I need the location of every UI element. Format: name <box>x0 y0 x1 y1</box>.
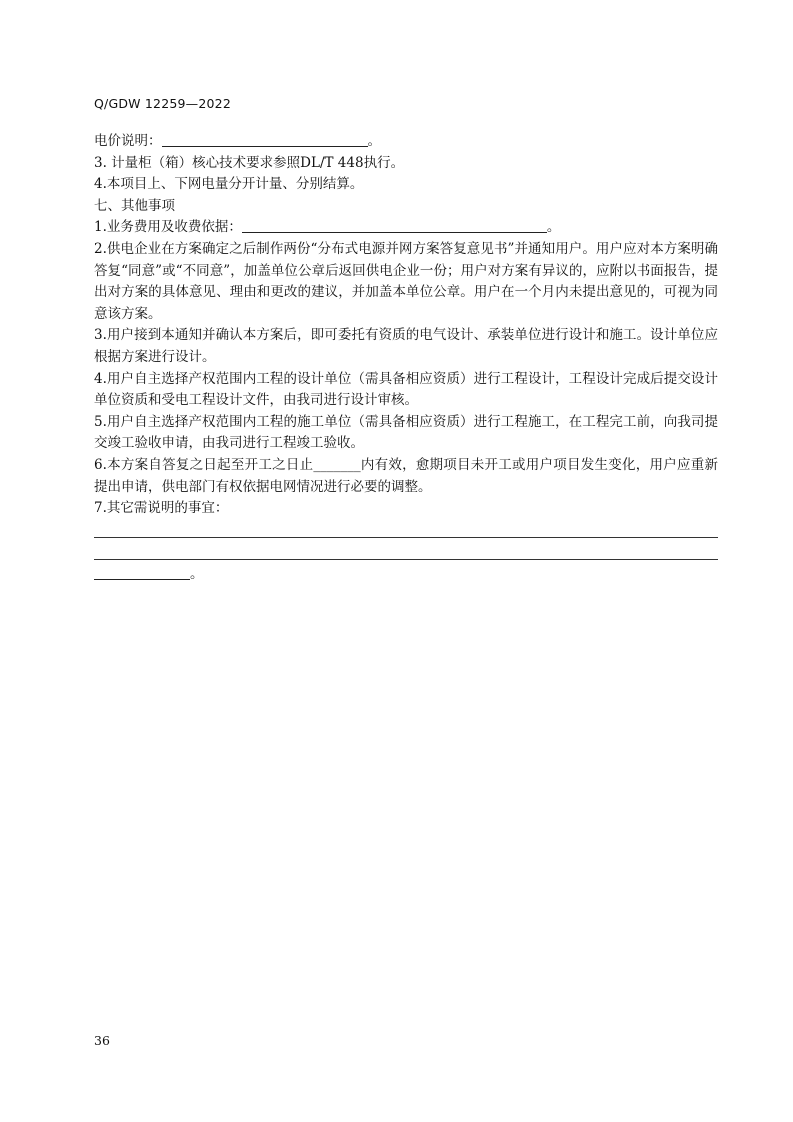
validity-period-blank[interactable]: _______ <box>313 456 361 473</box>
validity-text-end: 内有效，愈期项目未开工或用户项目发生变化，用户应重新提出申请，供电部门有权依据电网情况进行必要的调整。 <box>94 456 718 495</box>
other-item-7: 7.其它需说明的事宜： <box>94 500 229 517</box>
item-4: 4.本项目上、下网电量分开计量、分别结算。 <box>94 176 364 193</box>
remarks-short-blank[interactable] <box>94 565 190 580</box>
other-item-6 <box>94 455 718 498</box>
document-body <box>94 131 718 586</box>
other-item-1 <box>94 217 718 239</box>
price-note-end: 。 <box>367 133 381 149</box>
page-number: 36 <box>94 1033 110 1048</box>
section-7-title: 七、其他事项 <box>94 197 175 214</box>
other-item-3: 3.用户接到本通知并确认本方案后，即可委托有资质的电气设计、承装单位进行设计和施工。设计单位应根据方案进行设计。 <box>94 327 718 365</box>
fee-basis-label: 1.业务费用及收费依据： <box>94 219 242 236</box>
validity-text-start: 6.本方案自答复之日起至开工之日止 <box>94 456 314 473</box>
remarks-rule-1 <box>94 537 718 538</box>
document-code: Q/GDW 12259—2022 <box>94 96 231 111</box>
item-3: 3. 计量柜（箱）核心技术要求参照DL/T 448执行。 <box>94 154 405 171</box>
remarks-line-1[interactable] <box>94 520 718 542</box>
remarks-line-2[interactable] <box>94 542 718 564</box>
remarks-line-3 <box>94 564 718 586</box>
other-item-2: 2.供电企业在方案确定之后制作两份“分布式电源并网方案答复意见书”并通知用户。用户应对本方案明确答复“同意”或“不同意”，加盖单位公章后返回供电企业一份；用户对方案有异议的，应附以书面报告，提出对方案的具体意见、理由和更改的建议，并加盖本单位公章。用户在一个月内未提出意见的，可视为同意该方案。 <box>94 240 718 322</box>
other-item-4: 4.用户自主选择产权范围内工程的设计单位（需具备相应资质）进行工程设计，工程设计完成后提交设计单位资质和受电工程设计文件，由我司进行设计审核。 <box>94 370 718 409</box>
other-item-5: 5.用户自主选择产权范围内工程的施工单位（需具备相应资质）进行工程施工，在工程完工前，向我司提交竣工验收申请，由我司进行工程竣工验收。 <box>94 413 718 452</box>
fee-basis-blank[interactable] <box>242 218 547 233</box>
remarks-end: 。 <box>190 565 204 582</box>
price-note-blank[interactable] <box>162 132 368 147</box>
price-note-line <box>94 131 718 153</box>
remarks-rule-2 <box>94 559 718 560</box>
price-note-label: 电价说明： <box>94 133 162 149</box>
fee-basis-end: 。 <box>546 219 561 236</box>
